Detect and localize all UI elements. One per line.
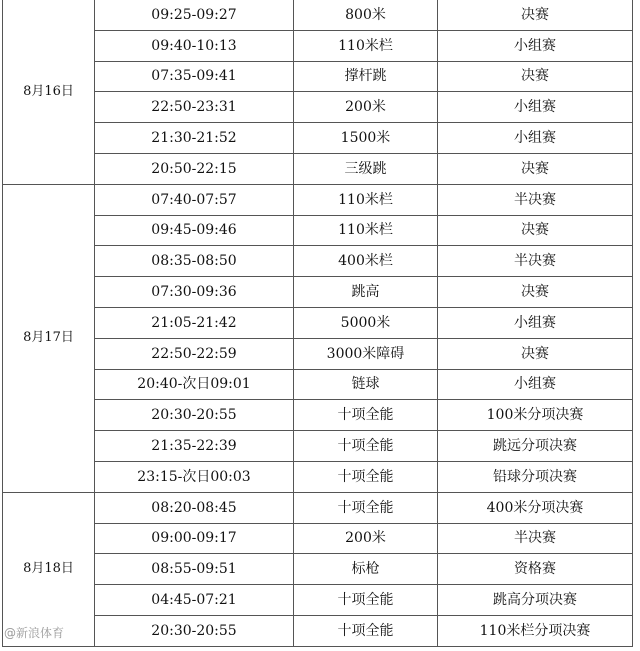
- time-cell: 21:30-21:52: [95, 123, 294, 154]
- time-cell: 04:45-07:21: [95, 585, 294, 616]
- event-cell: 3000米障碍: [294, 338, 438, 369]
- table-row: [3, 554, 633, 585]
- table-row: [3, 585, 633, 616]
- table-row: [3, 338, 633, 369]
- event-cell: 标枪: [294, 554, 438, 585]
- table-row: [3, 431, 633, 462]
- table-row: [3, 277, 633, 308]
- event-cell: 十项全能: [294, 585, 438, 616]
- date-cell: 8月16日: [3, 0, 95, 184]
- round-cell: 小组赛: [438, 30, 633, 61]
- round-cell: 资格赛: [438, 554, 633, 585]
- table-row: [3, 153, 633, 184]
- event-cell: 十项全能: [294, 615, 438, 646]
- round-cell: 小组赛: [438, 123, 633, 154]
- table-row: [3, 92, 633, 123]
- round-cell: 决赛: [438, 61, 633, 92]
- date-cell: 8月17日: [3, 184, 95, 492]
- table-row: [3, 615, 633, 646]
- event-cell: 十项全能: [294, 492, 438, 523]
- event-cell: 110米栏: [294, 215, 438, 246]
- time-cell: 09:40-10:13: [95, 30, 294, 61]
- time-cell: 07:35-09:41: [95, 61, 294, 92]
- round-cell: 小组赛: [438, 369, 633, 400]
- time-cell: 22:50-22:59: [95, 338, 294, 369]
- round-cell: 跳高分项决赛: [438, 585, 633, 616]
- event-cell: 链球: [294, 369, 438, 400]
- event-cell: 十项全能: [294, 400, 438, 431]
- event-cell: 110米栏: [294, 184, 438, 215]
- time-cell: 09:00-09:17: [95, 523, 294, 554]
- time-cell: 08:55-09:51: [95, 554, 294, 585]
- round-cell: 决赛: [438, 277, 633, 308]
- table-row: [3, 184, 633, 215]
- event-cell: 5000米: [294, 307, 438, 338]
- round-cell: 110米栏分项决赛: [438, 615, 633, 646]
- date-cell: 8月18日: [3, 492, 95, 646]
- table-row: [3, 0, 633, 30]
- watermark-text: @新浪体育: [4, 626, 65, 640]
- time-cell: 20:50-22:15: [95, 153, 294, 184]
- table-row: [3, 123, 633, 154]
- event-cell: 200米: [294, 92, 438, 123]
- time-cell: 08:35-08:50: [95, 246, 294, 277]
- table-row: [3, 400, 633, 431]
- round-cell: 决赛: [438, 0, 633, 30]
- event-cell: 三级跳: [294, 153, 438, 184]
- time-cell: 07:40-07:57: [95, 184, 294, 215]
- time-cell: 07:30-09:36: [95, 277, 294, 308]
- round-cell: 决赛: [438, 153, 633, 184]
- time-cell: 22:50-23:31: [95, 92, 294, 123]
- table-row: [3, 246, 633, 277]
- time-cell: 20:30-20:55: [95, 615, 294, 646]
- event-cell: 十项全能: [294, 431, 438, 462]
- time-cell: 08:20-08:45: [95, 492, 294, 523]
- table-row: [3, 61, 633, 92]
- round-cell: 半决赛: [438, 184, 633, 215]
- event-cell: 跳高: [294, 277, 438, 308]
- round-cell: 100米分项决赛: [438, 400, 633, 431]
- table-row: [3, 523, 633, 554]
- time-cell: 23:15-次日00:03: [95, 461, 294, 492]
- time-cell: 09:45-09:46: [95, 215, 294, 246]
- round-cell: 400米分项决赛: [438, 492, 633, 523]
- time-cell: 09:25-09:27: [95, 0, 294, 30]
- event-cell: 400米栏: [294, 246, 438, 277]
- time-cell: 20:40-次日09:01: [95, 369, 294, 400]
- round-cell: 铅球分项决赛: [438, 461, 633, 492]
- time-cell: 21:35-22:39: [95, 431, 294, 462]
- event-cell: 800米: [294, 0, 438, 30]
- table-row: [3, 369, 633, 400]
- time-cell: 21:05-21:42: [95, 307, 294, 338]
- round-cell: 半决赛: [438, 246, 633, 277]
- table-row: [3, 30, 633, 61]
- round-cell: 跳远分项决赛: [438, 431, 633, 462]
- round-cell: 小组赛: [438, 92, 633, 123]
- event-cell: 110米栏: [294, 30, 438, 61]
- event-cell: 200米: [294, 523, 438, 554]
- table-row: [3, 461, 633, 492]
- event-cell: 十项全能: [294, 461, 438, 492]
- event-cell: 1500米: [294, 123, 438, 154]
- schedule-body: [3, 0, 633, 646]
- round-cell: 小组赛: [438, 307, 633, 338]
- table-row: [3, 492, 633, 523]
- table-row: [3, 215, 633, 246]
- event-cell: 撑杆跳: [294, 61, 438, 92]
- table-row: [3, 307, 633, 338]
- round-cell: 决赛: [438, 215, 633, 246]
- time-cell: 20:30-20:55: [95, 400, 294, 431]
- round-cell: 半决赛: [438, 523, 633, 554]
- round-cell: 决赛: [438, 338, 633, 369]
- schedule-table: [2, 0, 633, 647]
